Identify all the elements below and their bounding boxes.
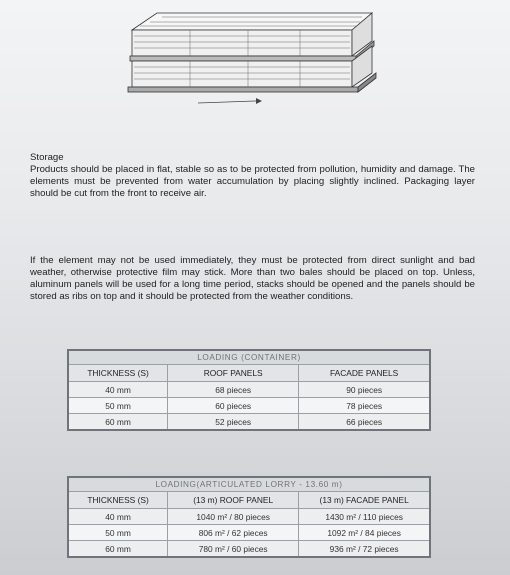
storage-heading: Storage bbox=[30, 152, 64, 163]
cell-facade: 1092 m² / 84 pieces bbox=[299, 525, 430, 541]
table-row bbox=[68, 382, 430, 398]
cell-thickness: 50 mm bbox=[68, 525, 168, 541]
cell-roof: 806 m² / 62 pieces bbox=[168, 525, 299, 541]
protection-section bbox=[30, 255, 475, 303]
lorry-loading-table bbox=[67, 476, 431, 558]
table-row bbox=[68, 398, 430, 414]
column-header-roof: ROOF PANELS bbox=[168, 365, 299, 382]
cell-thickness: 40 mm bbox=[68, 382, 168, 398]
table-row bbox=[68, 525, 430, 541]
table-row bbox=[68, 541, 430, 558]
column-header-facade: FACADE PANELS bbox=[299, 365, 430, 382]
protection-paragraph: If the element may not be used immediately, they must be protected from direct sunlight and bad weather, otherwise protective film may stick. More than two bales should be placed on top. Unless, aluminum panels will be used for a long time period, stacks should be opened and the panels should be stored as ribs on top and it should be protected from the weather conditions. bbox=[30, 255, 475, 302]
cell-facade: 78 pieces bbox=[299, 398, 430, 414]
storage-paragraph: Products should be placed in flat, stable so as to be protected from pollution, humidity and damage. The elements must be prevented from water accumulation by placing slightly inclined. Packaging layer should be cut from the front to receive air. bbox=[30, 164, 475, 199]
cell-facade: 1430 m² / 110 pieces bbox=[299, 509, 430, 525]
table-title: LOADING(ARTICULATED LORRY - 13.60 m) bbox=[68, 477, 430, 492]
column-header-facade: (13 m) FACADE PANEL bbox=[299, 492, 430, 509]
column-header-thickness: THICKNESS (S) bbox=[68, 365, 168, 382]
cell-roof: 52 pieces bbox=[168, 414, 299, 431]
table-title: LOADING (CONTAINER) bbox=[68, 350, 430, 365]
cell-facade: 936 m² / 72 pieces bbox=[299, 541, 430, 558]
column-header-thickness: THICKNESS (S) bbox=[68, 492, 168, 509]
cell-roof: 1040 m² / 80 pieces bbox=[168, 509, 299, 525]
cell-thickness: 50 mm bbox=[68, 398, 168, 414]
storage-section bbox=[30, 152, 475, 200]
table-row bbox=[68, 509, 430, 525]
cell-thickness: 60 mm bbox=[68, 541, 168, 558]
cell-roof: 68 pieces bbox=[168, 382, 299, 398]
cell-thickness: 60 mm bbox=[68, 414, 168, 431]
cell-roof: 60 pieces bbox=[168, 398, 299, 414]
cell-facade: 66 pieces bbox=[299, 414, 430, 431]
table-row bbox=[68, 414, 430, 431]
cell-facade: 90 pieces bbox=[299, 382, 430, 398]
panel-stack-illustration bbox=[0, 0, 510, 120]
cell-roof: 780 m² / 60 pieces bbox=[168, 541, 299, 558]
cell-thickness: 40 mm bbox=[68, 509, 168, 525]
container-loading-table bbox=[67, 349, 431, 431]
column-header-roof: (13 m) ROOF PANEL bbox=[168, 492, 299, 509]
